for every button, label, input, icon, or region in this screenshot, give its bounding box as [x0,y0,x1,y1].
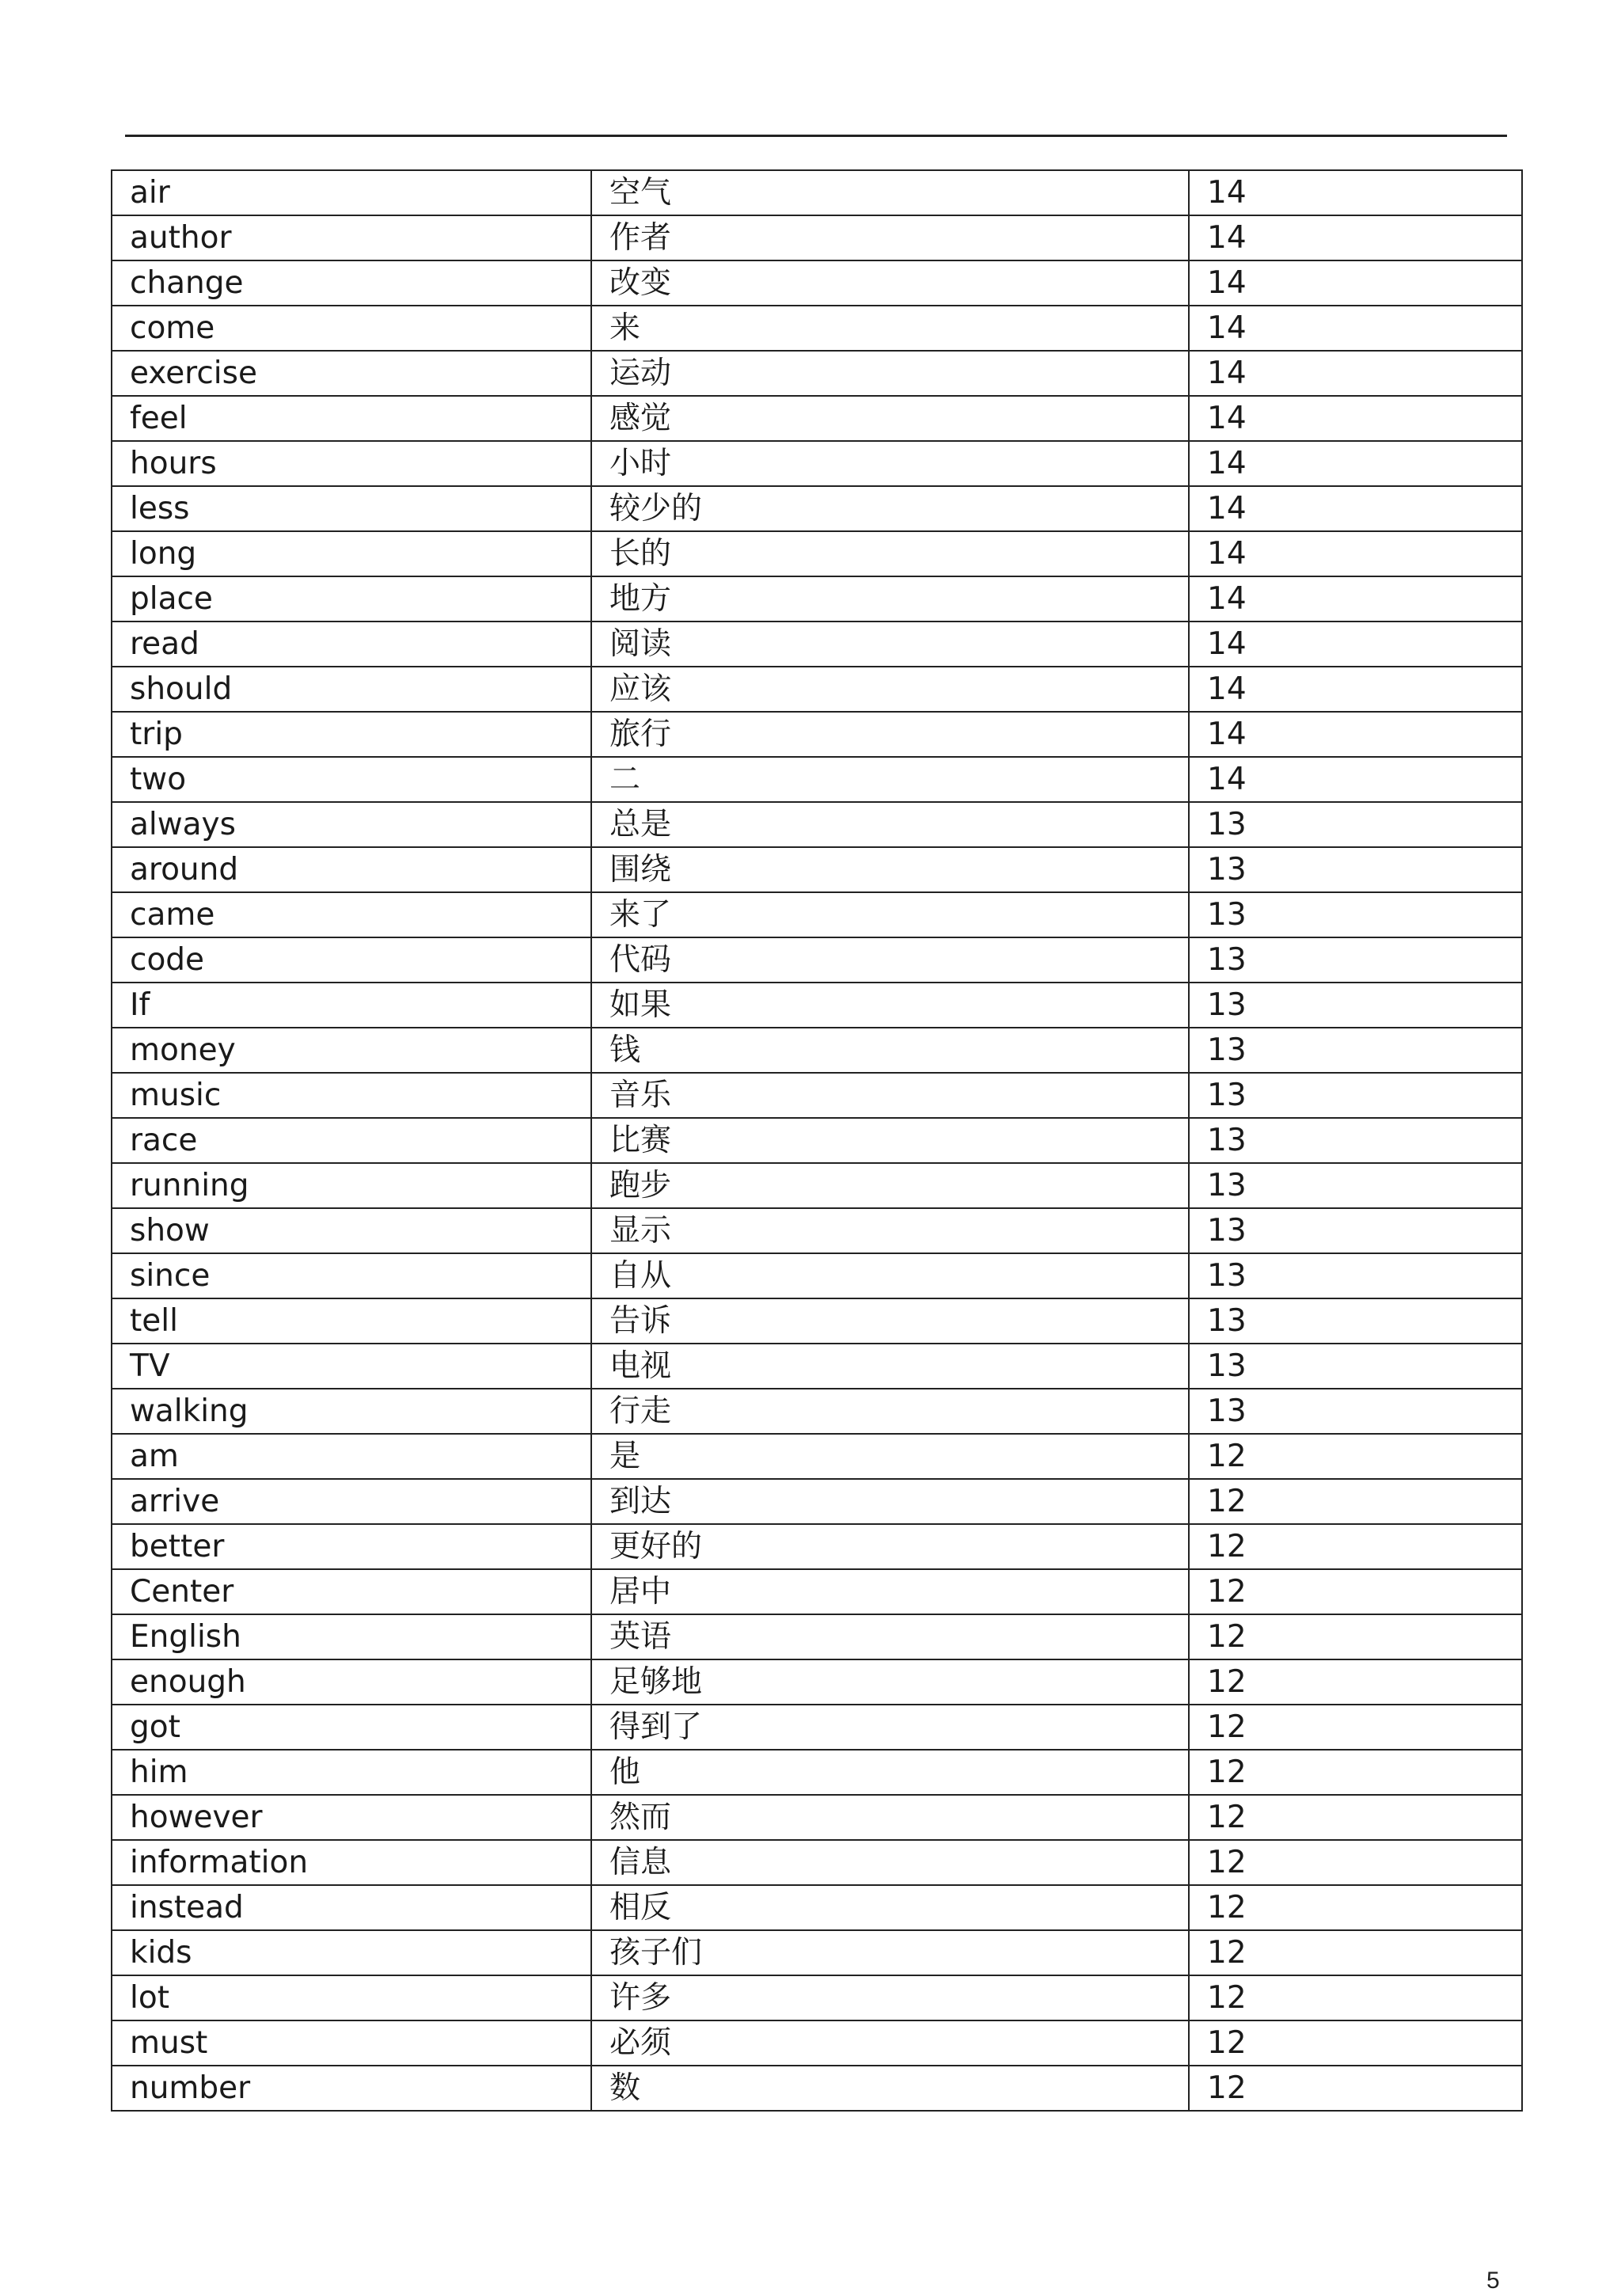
frequency-cell: 12 [1189,1479,1522,1524]
word-cell: exercise [112,351,591,396]
word-cell: air [112,170,591,215]
table-row [112,802,1522,847]
word-cell: two [112,757,591,802]
table-row [112,1253,1522,1298]
table-row [112,2066,1522,2111]
meaning-cell: 旅行 [591,712,1189,757]
word-cell: show [112,1208,591,1253]
table-row [112,1073,1522,1118]
word-cell: place [112,576,591,622]
table-row [112,1434,1522,1479]
word-cell: enough [112,1659,591,1705]
word-cell: feel [112,396,591,441]
word-cell: code [112,937,591,983]
meaning-cell: 较少的 [591,486,1189,531]
table-row [112,667,1522,712]
table-row [112,306,1522,351]
frequency-cell: 13 [1189,847,1522,892]
table-row [112,215,1522,260]
frequency-cell: 12 [1189,1885,1522,1930]
frequency-cell: 14 [1189,531,1522,576]
page-number: 5 [1486,2267,1500,2294]
meaning-cell: 英语 [591,1614,1189,1659]
frequency-cell: 13 [1189,1389,1522,1434]
meaning-cell: 足够地 [591,1659,1189,1705]
frequency-cell: 14 [1189,170,1522,215]
word-cell: better [112,1524,591,1569]
meaning-cell: 必须 [591,2020,1189,2066]
meaning-cell: 作者 [591,215,1189,260]
table-row [112,351,1522,396]
table-row [112,1479,1522,1524]
frequency-cell: 12 [1189,1750,1522,1795]
table-row [112,1659,1522,1705]
meaning-cell: 相反 [591,1885,1189,1930]
word-cell: English [112,1614,591,1659]
table-row [112,937,1522,983]
meaning-cell: 应该 [591,667,1189,712]
table-row [112,983,1522,1028]
word-cell: arrive [112,1479,591,1524]
frequency-cell: 12 [1189,1434,1522,1479]
word-cell: walking [112,1389,591,1434]
meaning-cell: 二 [591,757,1189,802]
frequency-cell: 14 [1189,712,1522,757]
meaning-cell: 如果 [591,983,1189,1028]
frequency-cell: 13 [1189,1118,1522,1163]
meaning-cell: 空气 [591,170,1189,215]
word-cell: running [112,1163,591,1208]
word-cell: long [112,531,591,576]
table-row [112,1614,1522,1659]
word-cell: always [112,802,591,847]
table-row [112,531,1522,576]
table-row [112,1930,1522,1975]
meaning-cell: 自从 [591,1253,1189,1298]
frequency-cell: 14 [1189,306,1522,351]
word-cell: must [112,2020,591,2066]
frequency-cell: 12 [1189,1975,1522,2020]
table-row [112,712,1522,757]
word-cell: however [112,1795,591,1840]
meaning-cell: 告诉 [591,1298,1189,1344]
meaning-cell: 居中 [591,1569,1189,1614]
word-cell: read [112,622,591,667]
table-row [112,757,1522,802]
word-cell: kids [112,1930,591,1975]
table-row [112,1389,1522,1434]
meaning-cell: 他 [591,1750,1189,1795]
word-cell: Center [112,1569,591,1614]
word-cell: since [112,1253,591,1298]
table-row [112,1344,1522,1389]
table-row [112,170,1522,215]
table-row [112,622,1522,667]
frequency-cell: 14 [1189,260,1522,306]
vocabulary-table [111,169,1523,2112]
meaning-cell: 跑步 [591,1163,1189,1208]
meaning-cell: 总是 [591,802,1189,847]
meaning-cell: 然而 [591,1795,1189,1840]
word-cell: race [112,1118,591,1163]
meaning-cell: 改变 [591,260,1189,306]
table-row [112,1795,1522,1840]
table-row [112,1705,1522,1750]
frequency-cell: 12 [1189,1795,1522,1840]
table-row [112,1298,1522,1344]
meaning-cell: 是 [591,1434,1189,1479]
frequency-cell: 14 [1189,622,1522,667]
meaning-cell: 行走 [591,1389,1189,1434]
word-cell: If [112,983,591,1028]
frequency-cell: 13 [1189,1253,1522,1298]
frequency-cell: 12 [1189,1705,1522,1750]
meaning-cell: 来了 [591,892,1189,937]
table-row [112,1840,1522,1885]
frequency-cell: 13 [1189,1344,1522,1389]
word-cell: came [112,892,591,937]
table-row [112,1163,1522,1208]
meaning-cell: 信息 [591,1840,1189,1885]
meaning-cell: 孩子们 [591,1930,1189,1975]
frequency-cell: 13 [1189,1028,1522,1073]
meaning-cell: 音乐 [591,1073,1189,1118]
word-cell: lot [112,1975,591,2020]
frequency-cell: 13 [1189,1298,1522,1344]
frequency-cell: 14 [1189,576,1522,622]
word-cell: tell [112,1298,591,1344]
table-row [112,576,1522,622]
word-cell: number [112,2066,591,2111]
table-row [112,260,1522,306]
table-row [112,1028,1522,1073]
meaning-cell: 电视 [591,1344,1189,1389]
table-row [112,1524,1522,1569]
table-row [112,847,1522,892]
word-cell: come [112,306,591,351]
frequency-cell: 14 [1189,396,1522,441]
meaning-cell: 小时 [591,441,1189,486]
meaning-cell: 感觉 [591,396,1189,441]
frequency-cell: 12 [1189,1614,1522,1659]
frequency-cell: 14 [1189,667,1522,712]
table-row [112,2020,1522,2066]
word-cell: instead [112,1885,591,1930]
meaning-cell: 围绕 [591,847,1189,892]
frequency-cell: 12 [1189,1930,1522,1975]
frequency-cell: 13 [1189,892,1522,937]
frequency-cell: 12 [1189,1524,1522,1569]
frequency-cell: 14 [1189,486,1522,531]
meaning-cell: 长的 [591,531,1189,576]
table-row [112,441,1522,486]
table-row [112,1750,1522,1795]
word-cell: author [112,215,591,260]
meaning-cell: 代码 [591,937,1189,983]
frequency-cell: 14 [1189,215,1522,260]
meaning-cell: 钱 [591,1028,1189,1073]
word-cell: around [112,847,591,892]
frequency-cell: 14 [1189,351,1522,396]
table-row [112,1885,1522,1930]
word-cell: information [112,1840,591,1885]
frequency-cell: 13 [1189,1073,1522,1118]
meaning-cell: 来 [591,306,1189,351]
meaning-cell: 许多 [591,1975,1189,2020]
table-row [112,396,1522,441]
meaning-cell: 得到了 [591,1705,1189,1750]
word-cell: money [112,1028,591,1073]
word-cell: should [112,667,591,712]
table-row [112,1975,1522,2020]
frequency-cell: 12 [1189,2020,1522,2066]
frequency-cell: 13 [1189,937,1522,983]
table-row [112,892,1522,937]
meaning-cell: 数 [591,2066,1189,2111]
frequency-cell: 13 [1189,1163,1522,1208]
table-row [112,486,1522,531]
word-cell: TV [112,1344,591,1389]
frequency-cell: 14 [1189,757,1522,802]
meaning-cell: 地方 [591,576,1189,622]
meaning-cell: 到达 [591,1479,1189,1524]
frequency-cell: 12 [1189,2066,1522,2111]
word-cell: am [112,1434,591,1479]
word-cell: less [112,486,591,531]
word-cell: got [112,1705,591,1750]
table-row [112,1208,1522,1253]
table-row [112,1569,1522,1614]
frequency-cell: 12 [1189,1569,1522,1614]
header-divider [125,135,1507,137]
frequency-cell: 12 [1189,1840,1522,1885]
word-cell: trip [112,712,591,757]
meaning-cell: 比赛 [591,1118,1189,1163]
word-cell: hours [112,441,591,486]
meaning-cell: 显示 [591,1208,1189,1253]
meaning-cell: 运动 [591,351,1189,396]
frequency-cell: 14 [1189,441,1522,486]
frequency-cell: 12 [1189,1659,1522,1705]
table-row [112,1118,1522,1163]
word-cell: him [112,1750,591,1795]
word-cell: change [112,260,591,306]
frequency-cell: 13 [1189,802,1522,847]
meaning-cell: 阅读 [591,622,1189,667]
meaning-cell: 更好的 [591,1524,1189,1569]
word-cell: music [112,1073,591,1118]
frequency-cell: 13 [1189,1208,1522,1253]
frequency-cell: 13 [1189,983,1522,1028]
vocabulary-table-body [112,170,1522,2111]
